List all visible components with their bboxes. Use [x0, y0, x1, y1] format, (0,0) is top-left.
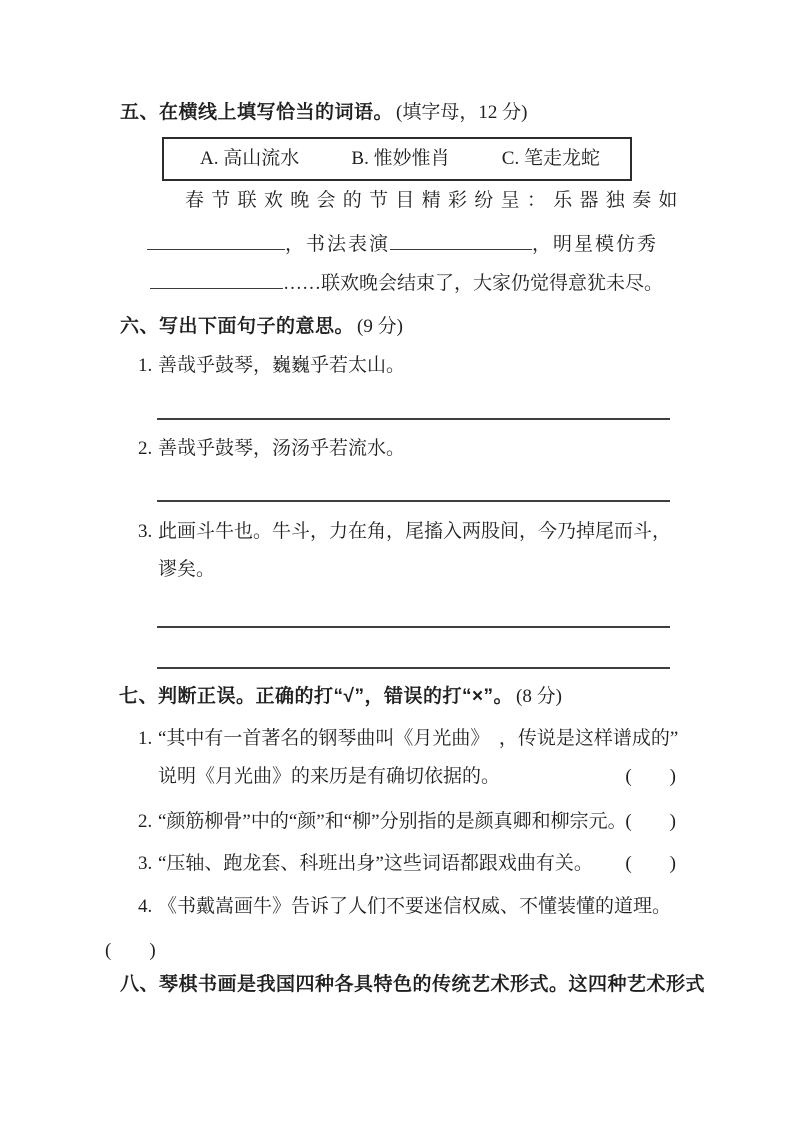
question-number: 3. — [138, 521, 153, 542]
answer-parens: ( ) — [625, 853, 676, 874]
section-7-title: 判断正误。正确的打“√”，错误的打“×”。 — [158, 686, 514, 707]
question-7-4 — [138, 895, 671, 919]
question-6-2 — [138, 437, 405, 461]
question-6-1 — [138, 354, 405, 378]
answer-parens: ( ) — [105, 940, 156, 961]
question-text: 《书戴嵩画牛》告诉了人们不要迷信权威、不懂装懂的道理。 — [158, 896, 672, 917]
answer-line — [157, 418, 670, 420]
fill-blank-3 — [150, 269, 283, 289]
option-c: C. 笔走龙蛇 — [501, 148, 600, 169]
question-text: “压轴、跑龙套、科班出身”这些词语都跟戏曲有关。 — [158, 853, 593, 874]
options-box — [162, 137, 632, 181]
paragraph-line-2-seg-1: ，书法表演 — [285, 234, 391, 255]
question-7-2 — [138, 810, 678, 834]
section-6-title: 写出下面句子的意思。 — [159, 316, 355, 337]
question-text: 说明《月光曲》的来历是有确切依据的。 — [158, 766, 501, 787]
paragraph-line-3 — [150, 269, 663, 296]
question-number: 2. — [138, 438, 153, 459]
section-7-heading — [119, 685, 562, 709]
question-6-3-wrap — [158, 558, 215, 582]
section-8-text: 琴棋书画是我国四种各具特色的传统艺术形式。这四种艺术形式 — [159, 974, 706, 995]
section-5-heading — [120, 101, 527, 125]
question-7-1-wrap — [158, 765, 678, 789]
fill-blank-1 — [147, 230, 285, 250]
answer-line — [157, 500, 670, 502]
section-7-points: (8 分) — [516, 686, 562, 707]
question-number: 2. — [138, 811, 153, 832]
section-6-heading — [120, 315, 403, 339]
question-number: 3. — [138, 853, 153, 874]
section-8-number: 八、 — [120, 974, 160, 995]
section-5-title: 在横线上填写恰当的词语。 — [159, 102, 394, 123]
question-text: 善哉乎鼓琴，巍巍乎若太山。 — [158, 355, 406, 376]
question-text: “其中有一首著名的钢琴曲叫《月光曲》 ，传说是这样谱成的” — [158, 728, 679, 749]
fill-blank-2 — [390, 230, 532, 250]
question-number: 1. — [138, 355, 153, 376]
question-7-1 — [138, 727, 678, 751]
section-5-number: 五、 — [120, 102, 160, 123]
question-number: 1. — [138, 728, 153, 749]
section-6-number: 六、 — [120, 316, 160, 337]
section-8-heading — [120, 973, 705, 997]
question-text: “颜筋柳骨”中的“颜”和“柳”分别指的是颜真卿和柳宗元。 — [158, 811, 627, 832]
question-text: 谬矣。 — [158, 559, 216, 580]
paragraph-line-3-text: ……联欢晚会结束了，大家仍觉得意犹未尽。 — [283, 273, 664, 294]
section-7-number: 七、 — [119, 686, 159, 707]
section-6-points: (9 分) — [357, 316, 403, 337]
answer-line — [157, 667, 670, 669]
option-a: A. 高山流水 — [200, 148, 300, 169]
question-6-3 — [138, 520, 671, 544]
question-7-3 — [138, 852, 678, 876]
paragraph-line-2 — [147, 230, 658, 257]
answer-line — [157, 626, 670, 628]
section-5-points: (填字母，12 分) — [396, 102, 528, 123]
paragraph-line-2-seg-2: ，明星模仿秀 — [532, 234, 659, 255]
option-b: B. 惟妙惟肖 — [351, 148, 450, 169]
paragraph-line-1: 春节联欢晚会的节目精彩纷呈：乐器独奏如 — [185, 190, 685, 211]
question-number: 4. — [138, 896, 153, 917]
answer-parens: ( ) — [625, 811, 676, 832]
question-7-4-parens-line — [105, 939, 156, 963]
question-text: 善哉乎鼓琴，汤汤乎若流水。 — [158, 438, 406, 459]
question-text: 此画斗牛也。牛斗，力在角，尾搐入两股间，今乃掉尾而斗， — [158, 521, 672, 542]
answer-parens: ( ) — [625, 766, 676, 787]
